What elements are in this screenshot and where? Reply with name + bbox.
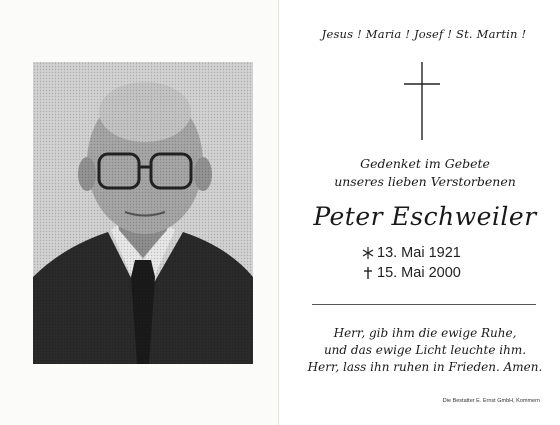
- card-left-panel: [0, 0, 278, 425]
- verse-line-3: Herr, lass ihn ruhen in Frieden. Amen.: [307, 360, 543, 374]
- cross-death-icon: [362, 266, 374, 280]
- birth-date: 13. Mai 1921: [377, 245, 461, 261]
- intro-line-2: unseres lieben Verstorbenen: [334, 174, 516, 189]
- remembrance-intro: [300, 155, 550, 191]
- intro-line-1: Gedenket im Gebete: [360, 156, 490, 171]
- death-date: 15. Mai 2000: [377, 265, 461, 281]
- star-birth-icon: [362, 246, 374, 260]
- portrait-photo: [33, 62, 253, 364]
- divider-line: [312, 304, 536, 305]
- saints-header: Jesus ! Maria ! Josef ! St. Martin !: [321, 27, 527, 41]
- portrait-image: [33, 62, 253, 364]
- funeral-home-credit: Die Bestatter E. Ernst GmbH, Kommern: [442, 398, 540, 404]
- latin-cross-icon: [400, 60, 444, 142]
- birth-date-row: [362, 243, 461, 263]
- deceased-name: Peter Eschweiler: [313, 202, 537, 231]
- verse-line-2: und das ewige Licht leuchte ihm.: [323, 343, 527, 357]
- death-date-row: [362, 263, 461, 283]
- life-dates: [362, 243, 461, 283]
- card-fold-line: [278, 0, 279, 425]
- verse-line-1: Herr, gib ihm die ewige Ruhe,: [333, 326, 517, 340]
- prayer-verse: [300, 325, 550, 376]
